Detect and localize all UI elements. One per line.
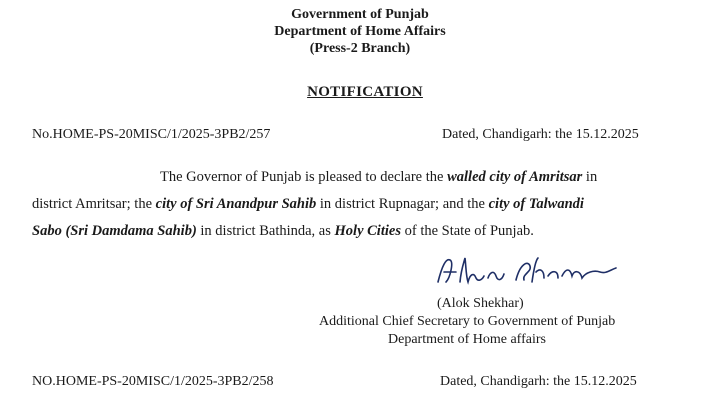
notification-title: NOTIFICATION: [307, 84, 423, 100]
notification-body: [32, 164, 699, 245]
body-text: in district Bathinda, as: [196, 223, 335, 239]
header-government: Government of Punjab: [291, 7, 429, 22]
body-line-2: [32, 191, 699, 218]
header-department: Department of Home Affairs: [274, 24, 446, 39]
body-text: district Amritsar; the: [32, 196, 156, 212]
body-text: The Governor of Punjab is pleased to declare the: [160, 169, 448, 185]
header-branch: (Press-2 Branch): [309, 41, 411, 56]
signatory-name: (Alok Shekhar): [437, 296, 524, 311]
body-emphasis: Holy Cities: [334, 223, 401, 239]
body-text: in: [582, 169, 598, 185]
reference-date-1: Dated, Chandigarh: the 15.12.2025: [442, 127, 639, 142]
reference-number-1: No.HOME-PS-20MISC/1/2025-3PB2/257: [32, 127, 271, 142]
signatory-department: Department of Home affairs: [388, 332, 546, 347]
signatory-designation: Additional Chief Secretary to Government of Punjab: [319, 314, 616, 329]
body-emphasis: city of Talwandi: [488, 196, 584, 212]
reference-date-2: Dated, Chandigarh: the 15.12.2025: [440, 374, 637, 389]
body-emphasis: city of Sri Anandpur Sahib: [155, 196, 317, 212]
body-text: in district Rupnagar; and the: [316, 196, 489, 212]
body-emphasis: walled city of Amritsar: [447, 169, 583, 185]
reference-number-2: NO.HOME-PS-20MISC/1/2025-3PB2/258: [32, 374, 274, 389]
body-emphasis: Sabo (Sri Damdama Sahib): [32, 223, 197, 239]
body-line-1: [32, 164, 699, 191]
body-text: of the State of Punjab.: [400, 223, 534, 239]
body-line-3: [32, 218, 699, 245]
handwritten-signature: [430, 252, 630, 292]
